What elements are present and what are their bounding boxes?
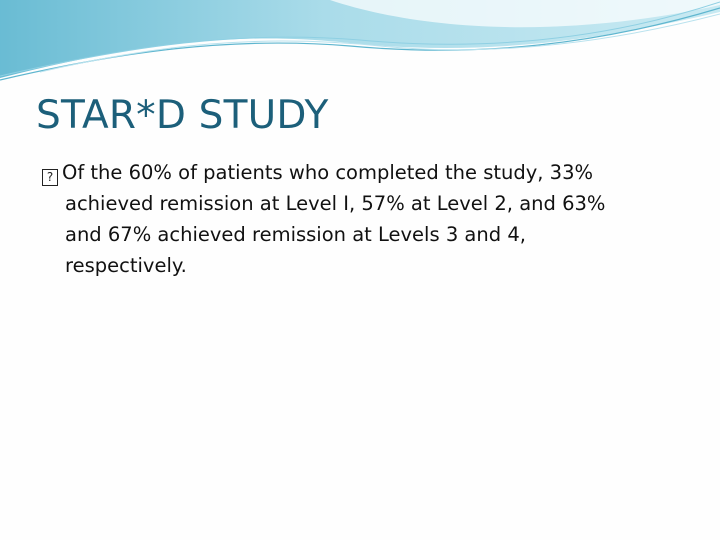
missing-glyph-icon: ? xyxy=(42,169,58,186)
bullet-line-1 xyxy=(42,157,662,188)
bullet-line-2: achieved remission at Level I, 57% at Level 2, and 63% xyxy=(65,192,606,215)
header-wave-decoration xyxy=(0,0,720,90)
bullet-line-3: and 67% achieved remission at Levels 3 and 4, xyxy=(65,223,526,246)
slide-title: STAR*D STUDY xyxy=(36,93,329,138)
bullet-text-1: Of the 60% of patients who completed the study, 33% xyxy=(62,161,594,184)
bullet-line-4: respectively. xyxy=(65,254,187,277)
bullet-point xyxy=(42,157,662,281)
